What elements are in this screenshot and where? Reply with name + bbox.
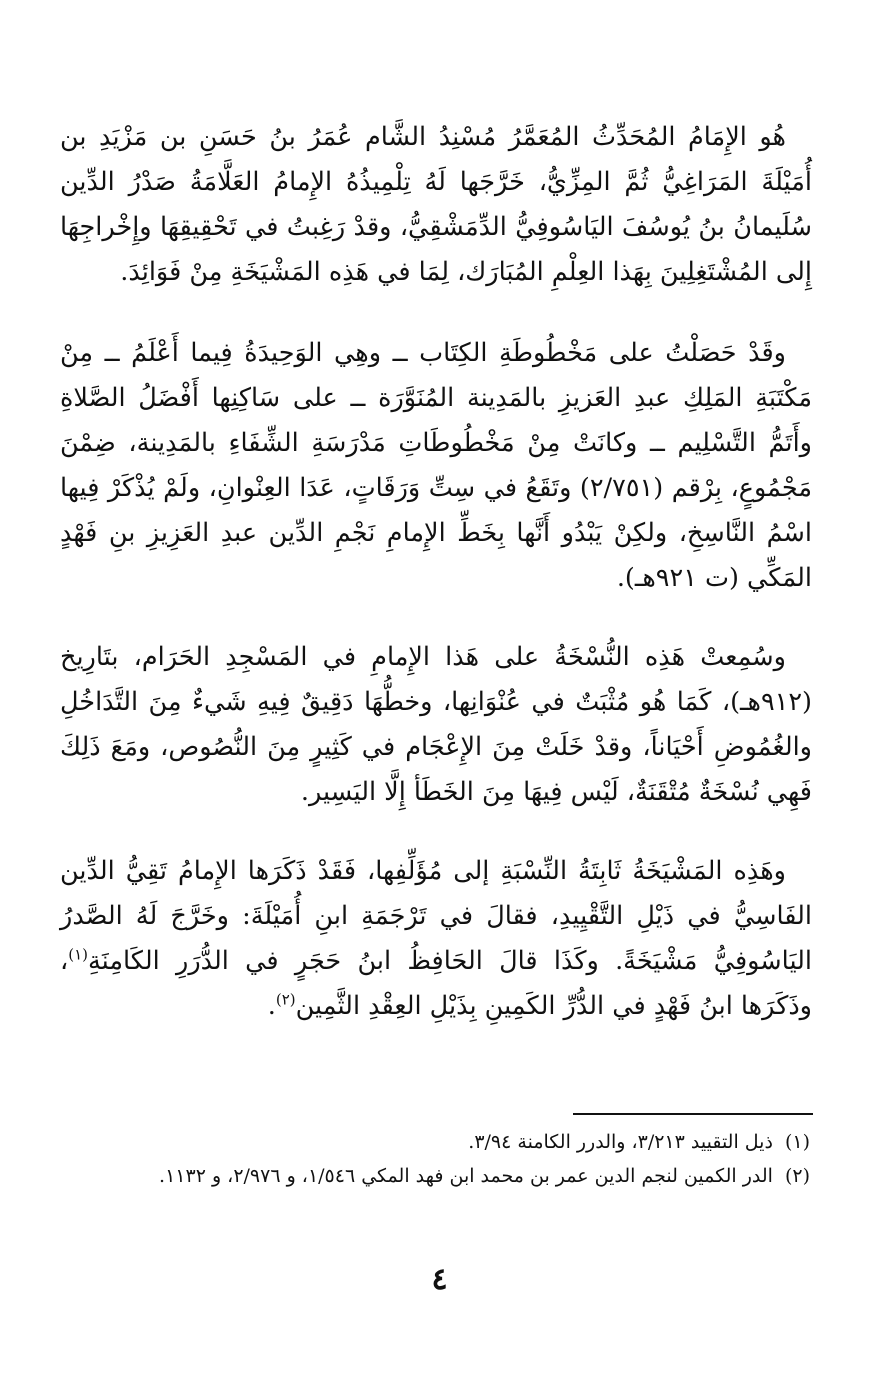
page-number: ٤ — [431, 1262, 448, 1297]
footnote-ref-1[interactable]: (١) — [68, 945, 89, 964]
footnote-2 — [68, 1159, 810, 1193]
paragraph-intro: هُو الإِمَامُ المُحَدِّثُ المُعَمَّرُ مُسْنِدُ الشَّام عُمَرُ بنُ حَسَنِ بن مَزْيَدِ بن أُمَيْلَةَ المَرَاغِيُّ ثُمَّ المِزِّيُّ، خَرَّجَها لَهُ تِلْمِيذُهُ الإِمامُ العَلَّامَةُ صَدْرُ الدِّين سُلَيمانُ بنُ يُوسُفَ اليَاسُوفِيُّ الدِّمَشْقِيُّ، وقدْ رَغِبتُ في تَحْقِيقِهَا وإِخْراجِهَا إِلى المُشْتَغِلِينَ بِهَذا العِلْمِ المُبَارَك، لِمَا في هَذِه المَشْيَخَةِ مِنْ فَوَائِدَ. — [60, 122, 812, 287]
paragraph-audition: وسُمِعتْ هَذِه النُّسْخَةُ على هَذا الإِمامِ في المَسْجِدِ الحَرَام، بتَارِيخ (٩١٢هـ)، كَمَا هُو مُثْبَتٌ في عُنْوَانِها، وخطُّهَا دَقِيقٌ فِيهِ شَيءٌ مِنَ التَّدَاخُلِ والغُمُوضِ أَحْيَاناً، وقدْ خَلَتْ مِنَ الإِعْجَام في كَثِيرٍ مِنَ النُّصُوص، ومَعَ ذَلِكَ فَهِي نُسْخَةٌ مُتْقَنَةٌ، لَيْس فِيهَا مِنَ الخَطَأ إِلَّا اليَسِير. — [60, 642, 812, 807]
footnote-separator — [573, 1113, 813, 1115]
footnote-text: ذيل التقييد ٣/٢١٣، والدرر الكامنة ٣/٩٤. — [468, 1131, 773, 1153]
attribution-text-a: وهَذِه المَشْيَخَةُ ثَابِتَةُ النِّسْبَةِ إلى مُؤَلِّفِها، فَقَدْ ذَكَرَها الإِمامُ تَقِيُّ الدِّين الفَاسِيُّ في ذَيْلِ التَّقْيِيدِ، فقالَ في تَرْجَمَةِ ابنِ أُمَيْلَةَ: وخَرَّجَ لَهُ الصَّدرُ اليَاسُوفِيُّ مَشْيَخَةً. وكَذَا قالَ الحَافِظُ ابنُ حَجَرٍ في الدُّرَرِ الكَامِنَةِ — [60, 856, 812, 976]
footnote-number: (٢) — [784, 1165, 810, 1187]
footnote-number: (١) — [784, 1131, 810, 1153]
footnote-1 — [68, 1125, 810, 1159]
main-text — [60, 115, 812, 1029]
attribution-text-b: ، وذَكَرَها ابنُ فَهْدٍ في الدُّرِّ الكَمِينِ بِذَيْلِ العِقْدِ الثَّمِين — [60, 946, 812, 1021]
footnote-ref-2[interactable]: (٢) — [275, 990, 296, 1009]
paragraph-attribution — [60, 849, 812, 1029]
footnotes — [68, 1125, 810, 1193]
attribution-text-end: . — [267, 991, 276, 1021]
footnote-text: الدر الكمين لنجم الدين عمر بن محمد ابن فهد المكي ١/٥٤٦، و ٢/٩٧٦، و ١١٣٢. — [159, 1165, 773, 1187]
paragraph-manuscript: وقَدْ حَصَلْتُ على مَخْطُوطَةِ الكِتَاب ــ وهِي الوَحِيدَةُ فِيما أَعْلَمُ ــ مِنْ مَكْتَبَةِ المَلِكِ عبدِ العَزيزِ بالمَدِينة المُنَوَّرَة ــ على سَاكِنِها أَفْضَلُ الصَّلاةِ وأَتَمُّ التَّسْلِيم ــ وكانَتْ مِنْ مَخْطُوطَاتِ مَدْرَسَةِ الشِّفَاءِ بالمَدِينة، ضِمْنَ مَجْمُوعٍ، بِرْقم (٢/٧٥١) وتَقَعُ في سِتِّ وَرَقَاتٍ، عَدَا العِنْوانِ، ولَمْ يُذْكَرْ فِيها اسْمُ النَّاسِخِ، ولكِنْ يَبْدُو أَنَّها بِخَطِّ الإِمامِ نَجْمِ الدِّين عبدِ العَزِيزِ بنِ فَهْدٍ المَكِّي (ت ٩٢١هـ). — [60, 338, 812, 593]
